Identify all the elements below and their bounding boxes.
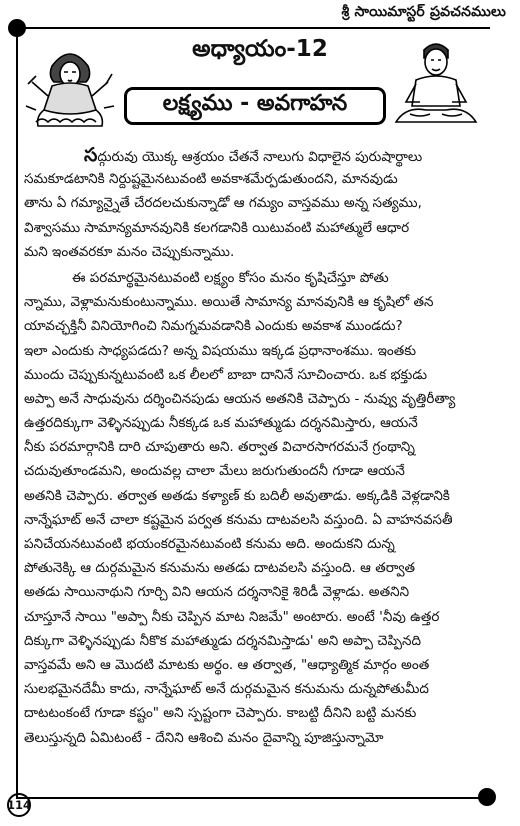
drop-cap: స — [84, 144, 98, 166]
line-text: ద్గురువు యొక్క ఆశ్రయం చేతనే నాలుగు విధాలైన పురుషార్థాలు — [97, 149, 423, 165]
paragraph-line: తాను ఏ గమ్యాన్నైతే చేరదలచుకున్నాడో ఆ గమ్యం వాస్తవము అన్న సత్యము, — [24, 195, 422, 212]
paragraph-line — [24, 143, 500, 167]
paragraph-line: ముందు చెప్పుకున్నటువంటి ఒక లీలలో బాబా దానినే సూచించారు. ఒక భక్తుడు — [24, 366, 427, 383]
paragraph-line: వాస్తవమే అని ఆ మొదటి మాటకు అర్థం. ఆ తర్వాత, "ఆధ్యాత్మిక మార్గం అంత — [24, 656, 430, 673]
corner-ornament-top-left — [8, 19, 26, 37]
paragraph-line: తెలుస్తున్నది ఏమిటంటే - దేనిని ఆశించి మనం దైవాన్ని పూజిస్తున్నామో — [24, 729, 384, 746]
paragraph-line: దాటటంకంటే గూడా కష్టం" అని స్పష్టంగా చెప్పారు. కాబట్టి దీనిని బట్టి మనకు — [24, 705, 417, 722]
paragraph-line: అతనికి చెప్పారు. తర్వాత అతడు కళ్యాణ్ కు బదిలీ అవుతాడు. అక్కడికి వెళ్లడానికి — [24, 487, 450, 504]
paragraph-line: అప్పా అనే సాధువును దర్శించినపుడు ఆయన అతనికి చెప్పారు - నువ్వు వృత్తిరీత్యా — [24, 390, 456, 407]
frame-left-rule — [16, 27, 18, 797]
chapter-title-text: లక్ష్యము - అవగాహన — [162, 91, 348, 116]
paragraph-line: న్నాము, వెళ్లామనుకుంటున్నాము. అయితే సామాన్య మానవునికి ఆ కృషిలో తన — [24, 294, 434, 311]
chapter-title — [124, 87, 386, 125]
paragraph-line: ఈ పరమార్థమైనటువంటి లక్ష్యం కోసం మనం కృషిచేస్తూ పోతు — [72, 269, 389, 286]
frame-top-rule — [16, 27, 490, 29]
paragraph-line: దిక్కుగా వెళ్ళినప్పుడు నీకొక మహాత్ముడు దర్శనమిస్తాడు' అని అప్పా చెప్పినది — [24, 632, 421, 649]
paragraph-line: ఉత్తరదిక్కుగా వెళ్ళినప్పుడు నీకక్కడ ఒక మహాత్ముడు దర్శనమిస్తారు, ఆయనే — [24, 415, 418, 432]
paragraph-line: మని ఇంతవరకూ మనం చెప్పుకున్నాము. — [24, 243, 235, 260]
corner-ornament-bottom-right — [478, 788, 496, 806]
body-text — [24, 143, 500, 750]
paragraph-line: యావచ్ఛక్తినీ వినియోగించి నిమగ్నమవడానికి ఎందుకు అవకాశ ముండదు? — [24, 318, 403, 335]
paragraph-line: చదువుతూండమని, అందువల్ల చాలా మేలు జరుగుతుందనీ గూడా ఆయనే — [24, 463, 405, 480]
paragraph-line: చూస్తూనే సాయి "అప్పా నీకు చెప్పిన మాట నిజమే" అంటారు. అంటే 'నీవు ఉత్తర — [24, 608, 440, 625]
frame-bottom-rule — [16, 797, 486, 799]
paragraph-line: నాన్నేఘాట్ అనే చాలా కష్టమైన పర్వత కనుమ దాటవలసి వస్తుంది. ఏ వాహనవసతీ — [24, 511, 453, 528]
chapter-number: అధ్యాయం-12 — [192, 36, 328, 62]
paragraph-line: అతడు సాయినాథుని గూర్చి విని ఆయన దర్శనానికై శిరిడీ వెళ్లాడు. అతనిని — [24, 584, 410, 601]
paragraph-line: ఇలా ఎందుకు సాధ్యపడదు? అన్న విషయము ఇక్కడ ప్రధానాంశము. ఇంతకు — [24, 342, 416, 359]
paragraph-line: సులభమైనదేమీ కాదు, నాన్నేఘాట్ అనే దుర్గమమైన కనుమను దున్నపోతుమీద — [24, 681, 429, 698]
paragraph-line: నీకు పరమార్గానికి దారి చూపుతారు అని. తర్వాత విచారసాగరమనే గ్రంథాన్ని — [24, 439, 415, 456]
paragraph-line: సమకూడటానికి నిర్దుష్టమైనటువంటి అవకాశమేర్పడుతుందని, మానవుడు — [24, 171, 398, 188]
page-number: 114 — [7, 793, 31, 817]
paragraph-line: పోతునెక్కి ఆ దుర్గమమైన కనుమను అతడు దాటవలసి వస్తుంది. ఆ తర్వాత — [24, 560, 416, 577]
paragraph-line: పనిచేయనటువంటి భయంకరమైనటువంటి కనుమ అది. అందుకని దున్న — [24, 536, 395, 552]
running-title: శ్రీ సాయిమాస్టర్ ప్రవచనములు — [341, 4, 506, 20]
paragraph-line: విశ్వాసము సామాన్యమానవునికి కలగడానికి యిటువంటి మహాత్ములే ఆధార — [24, 219, 410, 236]
